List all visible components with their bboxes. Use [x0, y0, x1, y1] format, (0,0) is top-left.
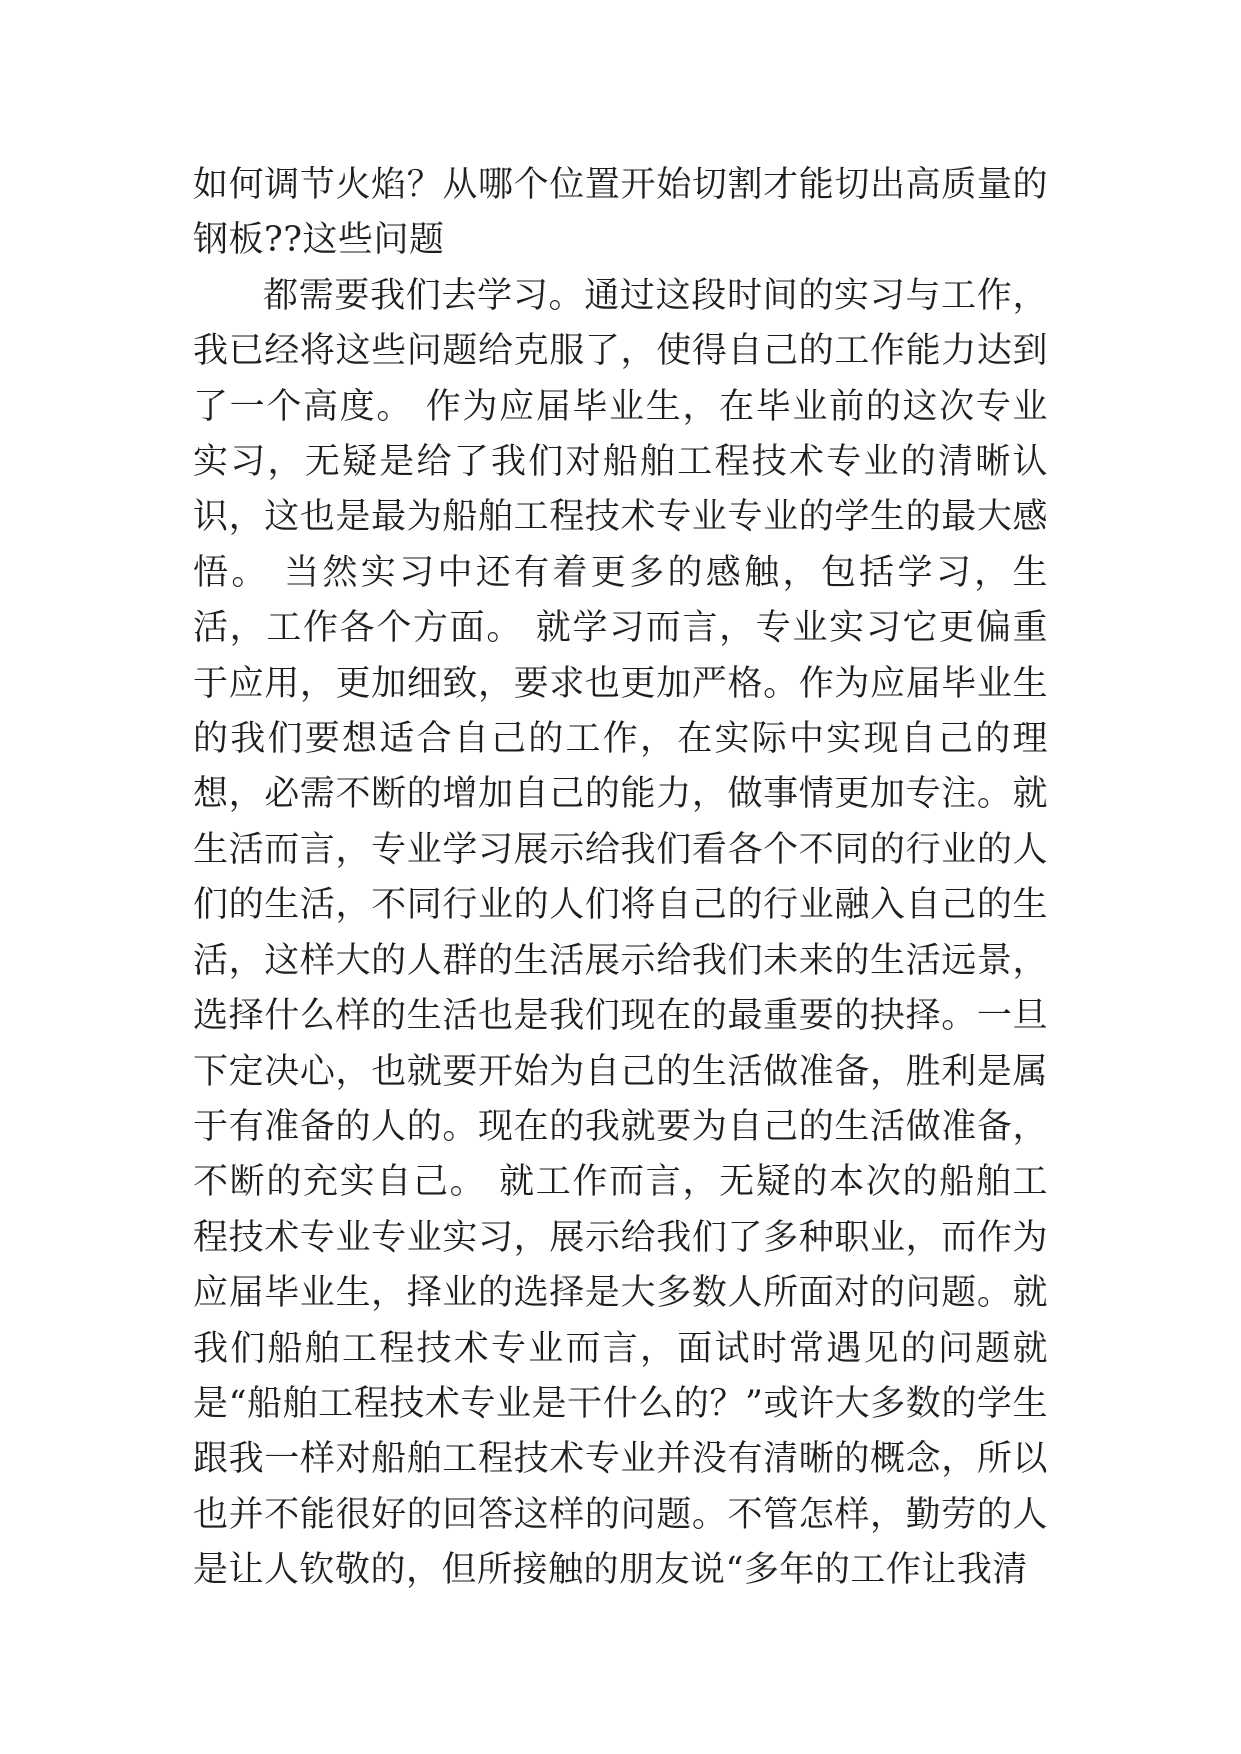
paragraph-2: 都需要我们去学习。通过这段时间的实习与工作，我已经将这些问题给克服了，使得自己的工作能力达到了一个高度。 作为应届毕业生，在毕业前的这次专业实习，无疑是给了我们对船舶工程技术专业的清晰认识，这也是最为船舶工程技术专业专业的学生的最大感悟。 当然实习中还有着更多的感触，包括学习，生活，工作各个方面。 就学习而言，专业实习它更偏重于应用，更加细致，要求也更加严格。作为应届毕业生的我们要想适合自己的工作，在实际中实现自己的理想，必需不断的增加自己的能力，做事情更加专注。就生活而言，专业学习展示给我们看各个不同的行业的人们的生活，不同行业的人们将自己的行业融入自己的生活，这样大的人群的生活展示给我们未来的生活远景，选择什么样的生活也是我们现在的最重要的抉择。一旦下定决心，也就要开始为自己的生活做准备，胜利是属于有准备的人的。现在的我就要为自己的生活做准备，不断的充实自己。 就工作而言，无疑的本次的船舶工程技术专业专业实习，展示给我们了多种职业，而作为应届毕业生，择业的选择是大多数人所面对的问题。就我们船舶工程技术专业而言，面试时常遇见的问题就是“船舶工程技术专业是干什么的？”或许大多数的学生跟我一样对船舶工程技术专业并没有清晰的概念，所以也并不能很好的回答这样的问题。不管怎样，勤劳的人是让人钦敬的，但所接触的朋友说“多年的工作让我清	[193, 275, 1048, 1591]
paragraph-1: 如何调节火焰？从哪个位置开始切割才能切出高质量的钢板??这些问题	[193, 165, 1048, 261]
body-text	[193, 158, 1048, 1599]
